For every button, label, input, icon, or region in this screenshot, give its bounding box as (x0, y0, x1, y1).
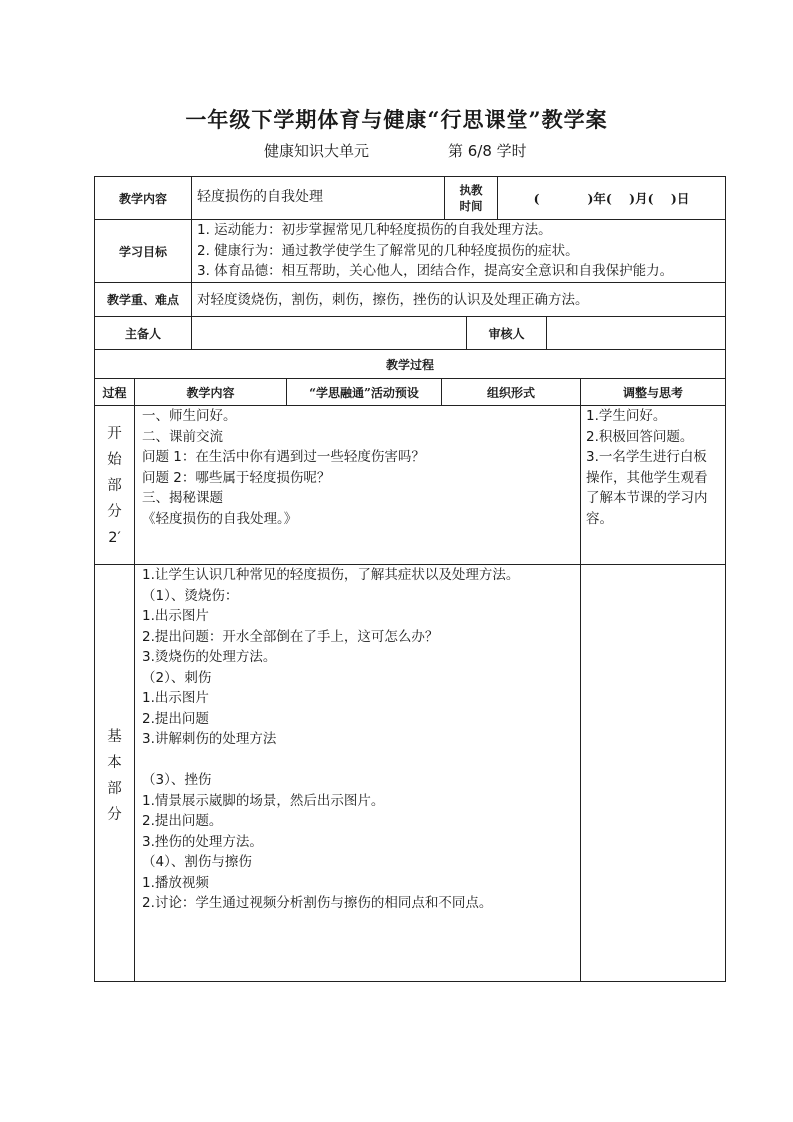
content-line: 问题 1：在生活中你有遇到过一些轻度伤害吗？ (142, 449, 425, 465)
phase-char: 部 (107, 781, 122, 797)
phase-char: 2′ (108, 530, 121, 546)
page-title: 一年级下学期体育与健康“行思课堂”教学案 (185, 107, 608, 132)
column-header-organization: 组织形式 (486, 385, 535, 400)
content-line: 1.让学生认识几种常见的轻度损伤，了解其症状以及处理方法。 (142, 567, 520, 583)
content-line: （1）、烫烧伤： (142, 587, 239, 604)
col-divider (191, 176, 192, 349)
basic-content (142, 565, 519, 914)
time-value: ( )年( )月( )日 (533, 191, 690, 206)
content-line: 问题 2：哪些属于轻度损伤呢？ (142, 469, 331, 486)
reviewer-label: 审核人 (488, 326, 525, 341)
note-line: 3.一名学生进行白板 (586, 449, 707, 465)
process-title: 教学过程 (385, 357, 434, 372)
column-header-activity: “学思融通”活动预设 (309, 385, 419, 400)
key-points-value: 对轻度烫烧伤，割伤，刺伤，擦伤，挫伤的认识及处理正确方法。 (197, 292, 589, 308)
content-line: 1.播放视频 (142, 874, 209, 891)
time-label (445, 177, 497, 219)
content-line: 2.提出问题：开水全部倒在了手上，这可怎么办？ (142, 628, 439, 645)
note-line: 了解本节课的学习内 (586, 490, 708, 506)
content-line: （2）、刺伤 (142, 669, 212, 686)
content-line: 1.出示图片 (142, 690, 209, 706)
time-label-line2: 时间 (459, 199, 483, 213)
content-line: 一、师生问好。 (142, 408, 237, 424)
content-line: 2.提出问题 (142, 710, 209, 727)
col-divider (134, 378, 135, 982)
phase-char: 分 (107, 807, 122, 823)
unit-label: 健康知识大单元 (264, 142, 370, 160)
phase-label-start (95, 421, 134, 551)
content-line: 《轻度损伤的自我处理。》 (142, 510, 298, 527)
content-line: （3）、挫伤 (142, 772, 212, 788)
content-line: 二、课前交流 (142, 428, 223, 445)
content-line: 1.出示图片 (142, 608, 209, 624)
column-header-phase: 过程 (102, 385, 127, 400)
preparer-label: 主备人 (124, 326, 161, 341)
note-line: 操作，其他学生观看 (586, 469, 708, 486)
goal-item: 3. 体育品德：相互帮助，关心他人，团结合作，提高安全意识和自我保护能力。 (197, 263, 674, 279)
content-value: 轻度损伤的自我处理 (197, 189, 323, 205)
phase-char: 部 (107, 478, 122, 494)
content-line: （4）、割伤与擦伤 (142, 854, 252, 870)
content-line: 2.提出问题。 (142, 813, 223, 829)
start-notes (586, 406, 708, 529)
table-border-bottom (94, 981, 726, 982)
content-line: 3.烫烧伤的处理方法。 (142, 649, 277, 665)
col-divider (546, 316, 547, 349)
content-line (142, 750, 519, 771)
phase-char: 本 (107, 755, 122, 771)
column-header-reflection: 调整与思考 (622, 385, 683, 400)
note-line: 容。 (586, 510, 613, 527)
goals-list (197, 220, 673, 282)
phase-char: 始 (107, 452, 122, 468)
col-divider (580, 378, 581, 982)
lesson-label: 第 6/8 学时 (448, 142, 527, 160)
table-border-right (725, 176, 726, 982)
goal-item: 1. 运动能力：初步掌握常见几种轻度损伤的自我处理方法。 (197, 222, 552, 238)
phase-label-basic (95, 724, 134, 828)
content-line: 2.讨论：学生通过视频分析割伤与擦伤的相同点和不同点。 (142, 895, 493, 911)
start-content (142, 406, 425, 529)
phase-char: 基 (107, 729, 122, 745)
time-label-line1: 执教 (459, 183, 483, 197)
content-label: 教学内容 (118, 191, 167, 206)
key-points-label: 教学重、难点 (106, 293, 179, 307)
content-line: 1.情景展示崴脚的场景，然后出示图片。 (142, 792, 385, 809)
phase-char: 分 (107, 504, 122, 520)
note-line: 2.积极回答问题。 (586, 428, 694, 445)
content-line: 3.讲解刺伤的处理方法 (142, 731, 277, 747)
column-header-content: 教学内容 (186, 385, 235, 400)
goals-label: 学习目标 (118, 244, 167, 259)
content-line: 三、揭秘课题 (142, 490, 223, 506)
goal-item: 2. 健康行为：通过教学使学生了解常见的几种轻度损伤的症状。 (197, 242, 579, 259)
note-line: 1.学生问好。 (586, 408, 667, 424)
content-line: 3.挫伤的处理方法。 (142, 833, 263, 850)
phase-char: 开 (107, 426, 122, 442)
